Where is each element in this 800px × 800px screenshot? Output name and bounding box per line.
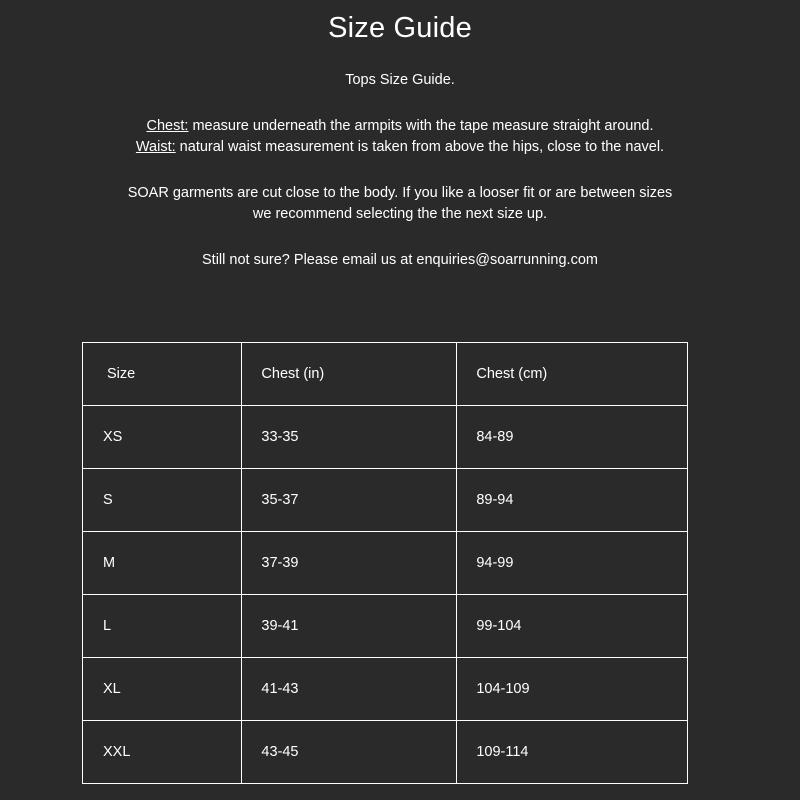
- chest-label: Chest:: [146, 118, 189, 134]
- table-row: [83, 595, 688, 658]
- header-chest-cm: Chest (cm): [457, 343, 688, 406]
- contact-note: Still not sure? Please email us at enquiries@soarrunning.com: [202, 252, 598, 268]
- waist-label: Waist:: [135, 139, 176, 155]
- subtitle: Tops Size Guide.: [345, 72, 455, 88]
- fit-note-line-2: we recommend selecting the the next size up.: [252, 206, 548, 222]
- page-title: Size Guide: [328, 12, 472, 44]
- chest-cm-cell: 109-114: [457, 721, 688, 784]
- chest-cm-cell: 104-109: [457, 658, 688, 721]
- chest-cm-cell: 89-94: [457, 469, 688, 532]
- size-cell: L: [83, 595, 242, 658]
- chest-in-cell: 43-45: [242, 721, 457, 784]
- size-cell: XXL: [83, 721, 242, 784]
- chest-text: measure underneath the armpits with the tape measure straight around.: [188, 118, 654, 134]
- waist-instruction: [0, 137, 800, 157]
- chest-in-cell: 33-35: [242, 406, 457, 469]
- chest-in-cell: 39-41: [242, 595, 457, 658]
- table-row: [83, 469, 688, 532]
- waist-text: natural waist measurement is taken from above the hips, close to the navel.: [175, 139, 665, 155]
- chest-in-cell: 37-39: [242, 532, 457, 595]
- table-row: [83, 532, 688, 595]
- size-table: [82, 342, 688, 784]
- size-cell: M: [83, 532, 242, 595]
- chest-in-cell: 35-37: [242, 469, 457, 532]
- table-row: [83, 721, 688, 784]
- fit-note-line-1: SOAR garments are cut close to the body. If you like a looser fit or are between sizes: [127, 185, 673, 201]
- size-cell: XL: [83, 658, 242, 721]
- table-row: [83, 658, 688, 721]
- table-header-row: [83, 343, 688, 406]
- header-size: Size: [83, 343, 242, 406]
- chest-cm-cell: 99-104: [457, 595, 688, 658]
- chest-instruction: [0, 116, 800, 136]
- chest-cm-cell: 84-89: [457, 406, 688, 469]
- table-row: [83, 406, 688, 469]
- size-cell: XS: [83, 406, 242, 469]
- size-cell: S: [83, 469, 242, 532]
- header-chest-in: Chest (in): [242, 343, 457, 406]
- chest-in-cell: 41-43: [242, 658, 457, 721]
- chest-cm-cell: 94-99: [457, 532, 688, 595]
